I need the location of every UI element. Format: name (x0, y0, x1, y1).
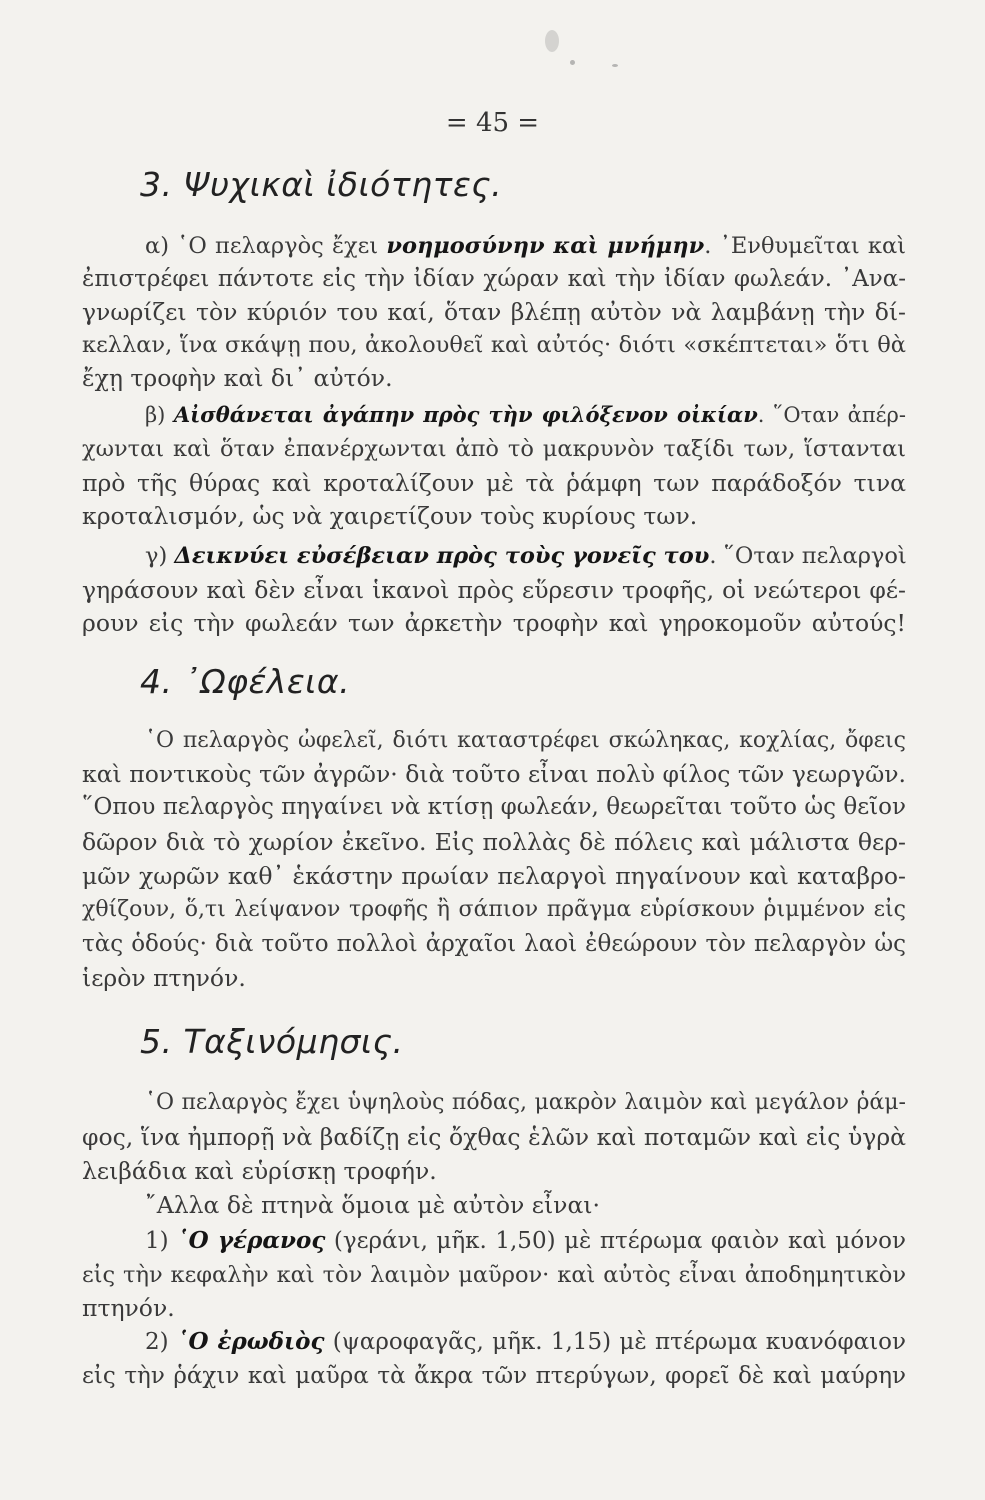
text-line: πτηνόν. (82, 1294, 175, 1322)
paper-stain (545, 30, 559, 52)
text-line: ἱερὸν πτηνόν. (82, 964, 246, 992)
text-line: ῾Ο πελαργὸς ὠφελεῖ, διότι καταστρέφει σκώληκας, κοχλίας, ὄφεις (145, 728, 906, 753)
text-line: κροταλισμόν, ὡς νὰ χαιρετίζουν τοὺς κυρίους των. (82, 502, 698, 530)
text-line: μῶν χωρῶν καθ᾽ ἑκάστην πρωίαν πελαργοὶ πηγαίνουν καὶ καταβρο- (82, 862, 906, 890)
text-line: καὶ ποντικοὺς τῶν ἀγρῶν· διὰ τοῦτο εἶναι πολὺ φίλος τῶν γεωργῶν. (82, 760, 906, 788)
text-line: ρουν εἰς τὴν φωλεάν των ἀρκετὴν τροφὴν καὶ γηροκομοῦν αὐτούς! (82, 609, 906, 637)
text-line: ῾Ο πελαργὸς ἔχει ὑψηλοὺς πόδας, μακρὸν λαιμὸν καὶ μεγάλον ῥάμ- (145, 1090, 906, 1115)
text-line: πρὸ τῆς θύρας καὶ κροταλίζουν μὲ τὰ ῥάμφη των παράδοξόν τινα (82, 469, 906, 497)
section-heading-4: 4. ᾽Ωφέλεια. (140, 662, 351, 701)
text-line: εἰς τὴν ῥάχιν καὶ μαῦρα τὰ ἄκρα τῶν πτερύγων, φορεῖ δὲ καὶ μαύρην (82, 1363, 906, 1389)
text-line: α) ῾Ο πελαργὸς ἔχει νοημοσύνην καὶ μνήμην. ᾽Ενθυμεῖται καὶ (145, 233, 906, 259)
section-heading-3: 3. Ψυχικαὶ ἰδιότητες. (140, 165, 503, 204)
text-line: λειβάδια καὶ εὑρίσκῃ τροφήν. (82, 1157, 437, 1185)
text-line: χωνται καὶ ὅταν ἐπανέρχωνται ἀπὸ τὸ μακρυνὸν ταξίδι των, ἵστανται (82, 436, 906, 462)
section-heading-5: 5. Ταξινόμησις. (140, 1022, 404, 1061)
text-line: ἐπιστρέφει πάντοτε εἰς τὴν ἰδίαν χώραν καὶ τὴν ἰδίαν φωλεάν. ᾽Ανα- (82, 266, 906, 292)
text-line: ῎Αλλα δὲ πτηνὰ ὅμοια μὲ αὐτὸν εἶναι· (145, 1191, 600, 1219)
text-line: χθίζουν, ὅ,τι λείψανον τροφῆς ἢ σάπιον πρᾶγμα εὑρίσκουν ῥιμμένον εἰς (82, 897, 906, 922)
text-line: δῶρον διὰ τὸ χωρίον ἐκεῖνο. Εἰς πολλὰς δὲ πόλεις καὶ μάλιστα θερ- (82, 828, 906, 856)
text-line: ἔχῃ τροφὴν καὶ δι᾽ αὐτόν. (82, 364, 393, 392)
text-line: γ) Δεικνύει εὐσέβειαν πρὸς τοὺς γονεῖς του. ῞Οταν πελαργοὶ (145, 543, 907, 569)
text-line: γνωρίζει τὸν κύριόν του καί, ὅταν βλέπῃ αὐτὸν νὰ λαμβάνῃ τὴν δί- (82, 298, 906, 326)
page-number: = 45 = (445, 108, 540, 138)
text-line: κελλαν, ἵνα σκάψῃ που, ἀκολουθεῖ καὶ αὐτός· διότι «σκέπτεται» ὅτι θὰ (82, 332, 906, 358)
text-line: τὰς ὁδούς· διὰ τοῦτο πολλοὶ ἀρχαῖοι λαοὶ ἐθεώρουν τὸν πελαργὸν ὡς (82, 931, 906, 957)
text-line: 2) ῾Ο ἐρωδιὸς (ψαροφαγᾶς, μῆκ. 1,15) μὲ πτέρωμα κυανόφαιον (145, 1328, 907, 1355)
text-line: β) Αἰσθάνεται ἀγάπην πρὸς τὴν φιλόξενον οἰκίαν. ῞Οταν ἀπέρ- (145, 402, 906, 427)
text-line: γηράσουν καὶ δὲν εἶναι ἱκανοὶ πρὸς εὕρεσιν τροφῆς, οἱ νεώτεροι φέ- (82, 576, 906, 604)
text-line: 1) ῾Ο γέρανος (γεράνι, μῆκ. 1,50) μὲ πτέρωμα φαιὸν καὶ μόνον (145, 1227, 907, 1254)
text-line: εἰς τὴν κεφαλὴν καὶ τὸν λαιμὸν μαῦρον· καὶ αὐτὸς εἶναι ἀποδημητικὸν (82, 1262, 906, 1288)
text-line: ῞Οπου πελαργὸς πηγαίνει νὰ κτίσῃ φωλεάν, θεωρεῖται τοῦτο ὡς θεῖον (82, 794, 906, 820)
text-line: φος, ἵνα ἠμπορῇ νὰ βαδίζῃ εἰς ὄχθας ἑλῶν καὶ ποταμῶν καὶ εἰς ὑγρὰ (82, 1123, 906, 1151)
paper-stain (612, 64, 618, 67)
paper-stain (570, 60, 575, 65)
